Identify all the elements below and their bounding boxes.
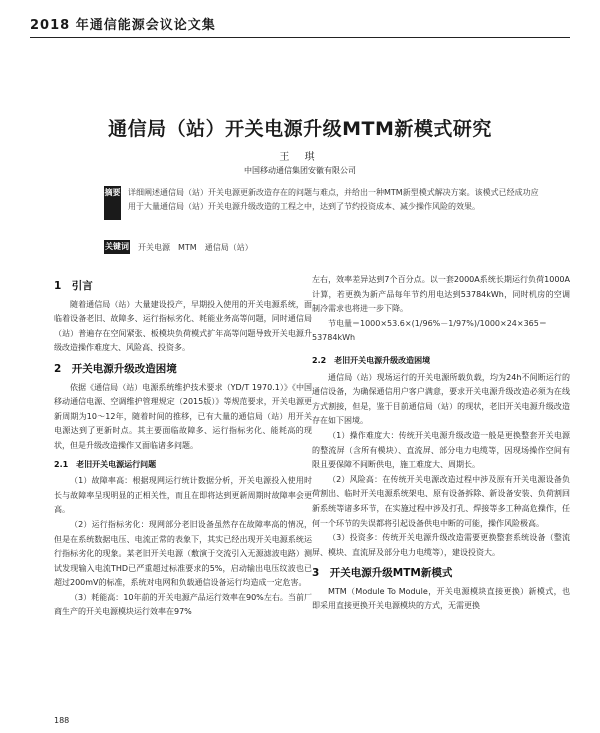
paper-title: 通信局（站）开关电源升级MTM新模式研究	[108, 118, 492, 140]
abstract-text: 详细阐述通信局（站）开关电源更新改造存在的问题与难点，并给出一种MTM新型模式解决方案。该模式已经成功应用于大量通信局（站）开关电源升级改造的工程之中，达到了节约投资成本、减少操作风险的效果。	[128, 188, 539, 211]
section-1-heading: 1 引言	[54, 280, 93, 292]
section-2-1-paragraph-2: （2）运行指标劣化：现网部分老旧设备虽然存在故障率高的情况，但是在系统数据电压、电流正常的表象下，其实已经出现开关电源系统运行指标劣化的现象。某老旧开关电源（敷演于交流引入无源滤波电路）测试发现输入电流THD已严重超过标准要求的5%，启动输出电压纹波也已超过200mV的标准，系统对电网和负载通信设备运行均造成一定危害。	[54, 519, 312, 588]
keywords-text: 开关电源 MTM 通信局（站）	[138, 243, 253, 252]
proceedings-header: 2018 年通信能源会议论文集	[30, 18, 216, 33]
section-2-1-paragraph-3: （3）耗能高：10年前的开关电源产品运行效率在90%左右。当前厂商生产的开关电源模块运行效率在97%	[54, 592, 312, 617]
section-2-2-heading: 2.2 老旧开关电源升级改造困境	[312, 355, 431, 365]
continued-paragraph: 左右，效率差异达到7个百分点。以一套2000A系统长期运行负荷1000A计算，若更换为新产品每年节约用电达到53784kWh，同时机房的空调制冷需求也将进一步下降。	[312, 275, 570, 314]
section-2-2-paragraph-4: （3）投资多：传统开关电源升级改造需要更换整套系统设备（整流屏、模块、直流屏及部分电力电缆等），建设投资大。	[312, 533, 570, 557]
page-number: 188	[54, 716, 70, 725]
abstract-label: 摘要	[104, 186, 121, 220]
keywords-label: 关键词	[104, 240, 130, 254]
section-2-2-paragraph-3: （2）风险高：在传统开关电源改造过程中涉及原有开关电源设备负荷割出、临时开关电源系统架电、原有设备拆除、新设备安装、负荷割回新系统等诸多环节，在实施过程中涉及打孔、焊接等多工种高危操作，任何一个环节的失误都将引起设备供电中断的可能，操作风险极高。	[312, 474, 570, 528]
section-2-2-paragraph-1: 通信局（站）现场运行的开关电源所载负载，均为24h不间断运行的通信设备，为确保通信用户客户满意，要求开关电源升级改造必须为在线方式割接，但是，鉴于目前通信局（站）的现状，老旧开关电源升级改造存在如下困境。	[312, 372, 570, 426]
right-column	[312, 273, 570, 614]
section-2-2-paragraph-2: （1）操作难度大：传统开关电源升级改造一般是更换整套开关电源的整流屏（含所有模块）、直流屏、部分电力电缆等，因现场操作空间有限且要保障不间断供电，施工难度大、周期长。	[312, 430, 570, 470]
section-3-paragraph: MTM（Module To Module，开关电源模块直接更换）新模式，也即采用直接更换开关电源模块的方式，无需更换	[312, 586, 570, 611]
section-2-1-paragraph-1: （1）故障率高：根据现网运行统计数据分析，开关电源投入使用时长与故障率呈现明显的正相关性，而且在即将达到更新周期时故障率会更高。	[54, 476, 312, 515]
energy-saving-formula: 节电量＝1000×53.6×(1/96%－1/97%)/1000×24×365＝53784kWh	[312, 318, 547, 343]
section-1-paragraph: 随着通信局（站）大量建设投产，早期投入使用的开关电源系统，面临着设备老旧、故障多、运行指标劣化、耗能业务高等问题，同时通信局（站）普遍存在空间紧张、板模块负荷模式扩年高等问题导致开关电源升级改造操作难度大、风险高、投资多。	[54, 299, 312, 353]
left-column	[54, 273, 312, 620]
section-2-1-heading: 2.1 老旧开关电源运行问题	[54, 459, 157, 469]
affiliation: 中国移动通信集团安徽有限公司	[244, 166, 356, 175]
section-3-heading: 3 开关电源升级MTM新模式	[312, 567, 453, 580]
section-2-heading: 2 开关电源升级改造困境	[54, 362, 177, 375]
section-2-paragraph: 依据《通信局（站）电源系统维护技术要求（YD/T 1970.1）》《中国移动通信电源、空调维护管理规定（2015版）》等规范要求，开关电源更新周期为10～12年，随着时间的推移，已有大量的通信局（站）用开关电源达到了更新时点。其主要面临故障多、运行指标劣化、能耗高的现状，但是升级改造操作又面临诸多问题。	[54, 382, 312, 450]
author: 王 琪	[279, 152, 321, 163]
header-rule	[30, 37, 570, 38]
